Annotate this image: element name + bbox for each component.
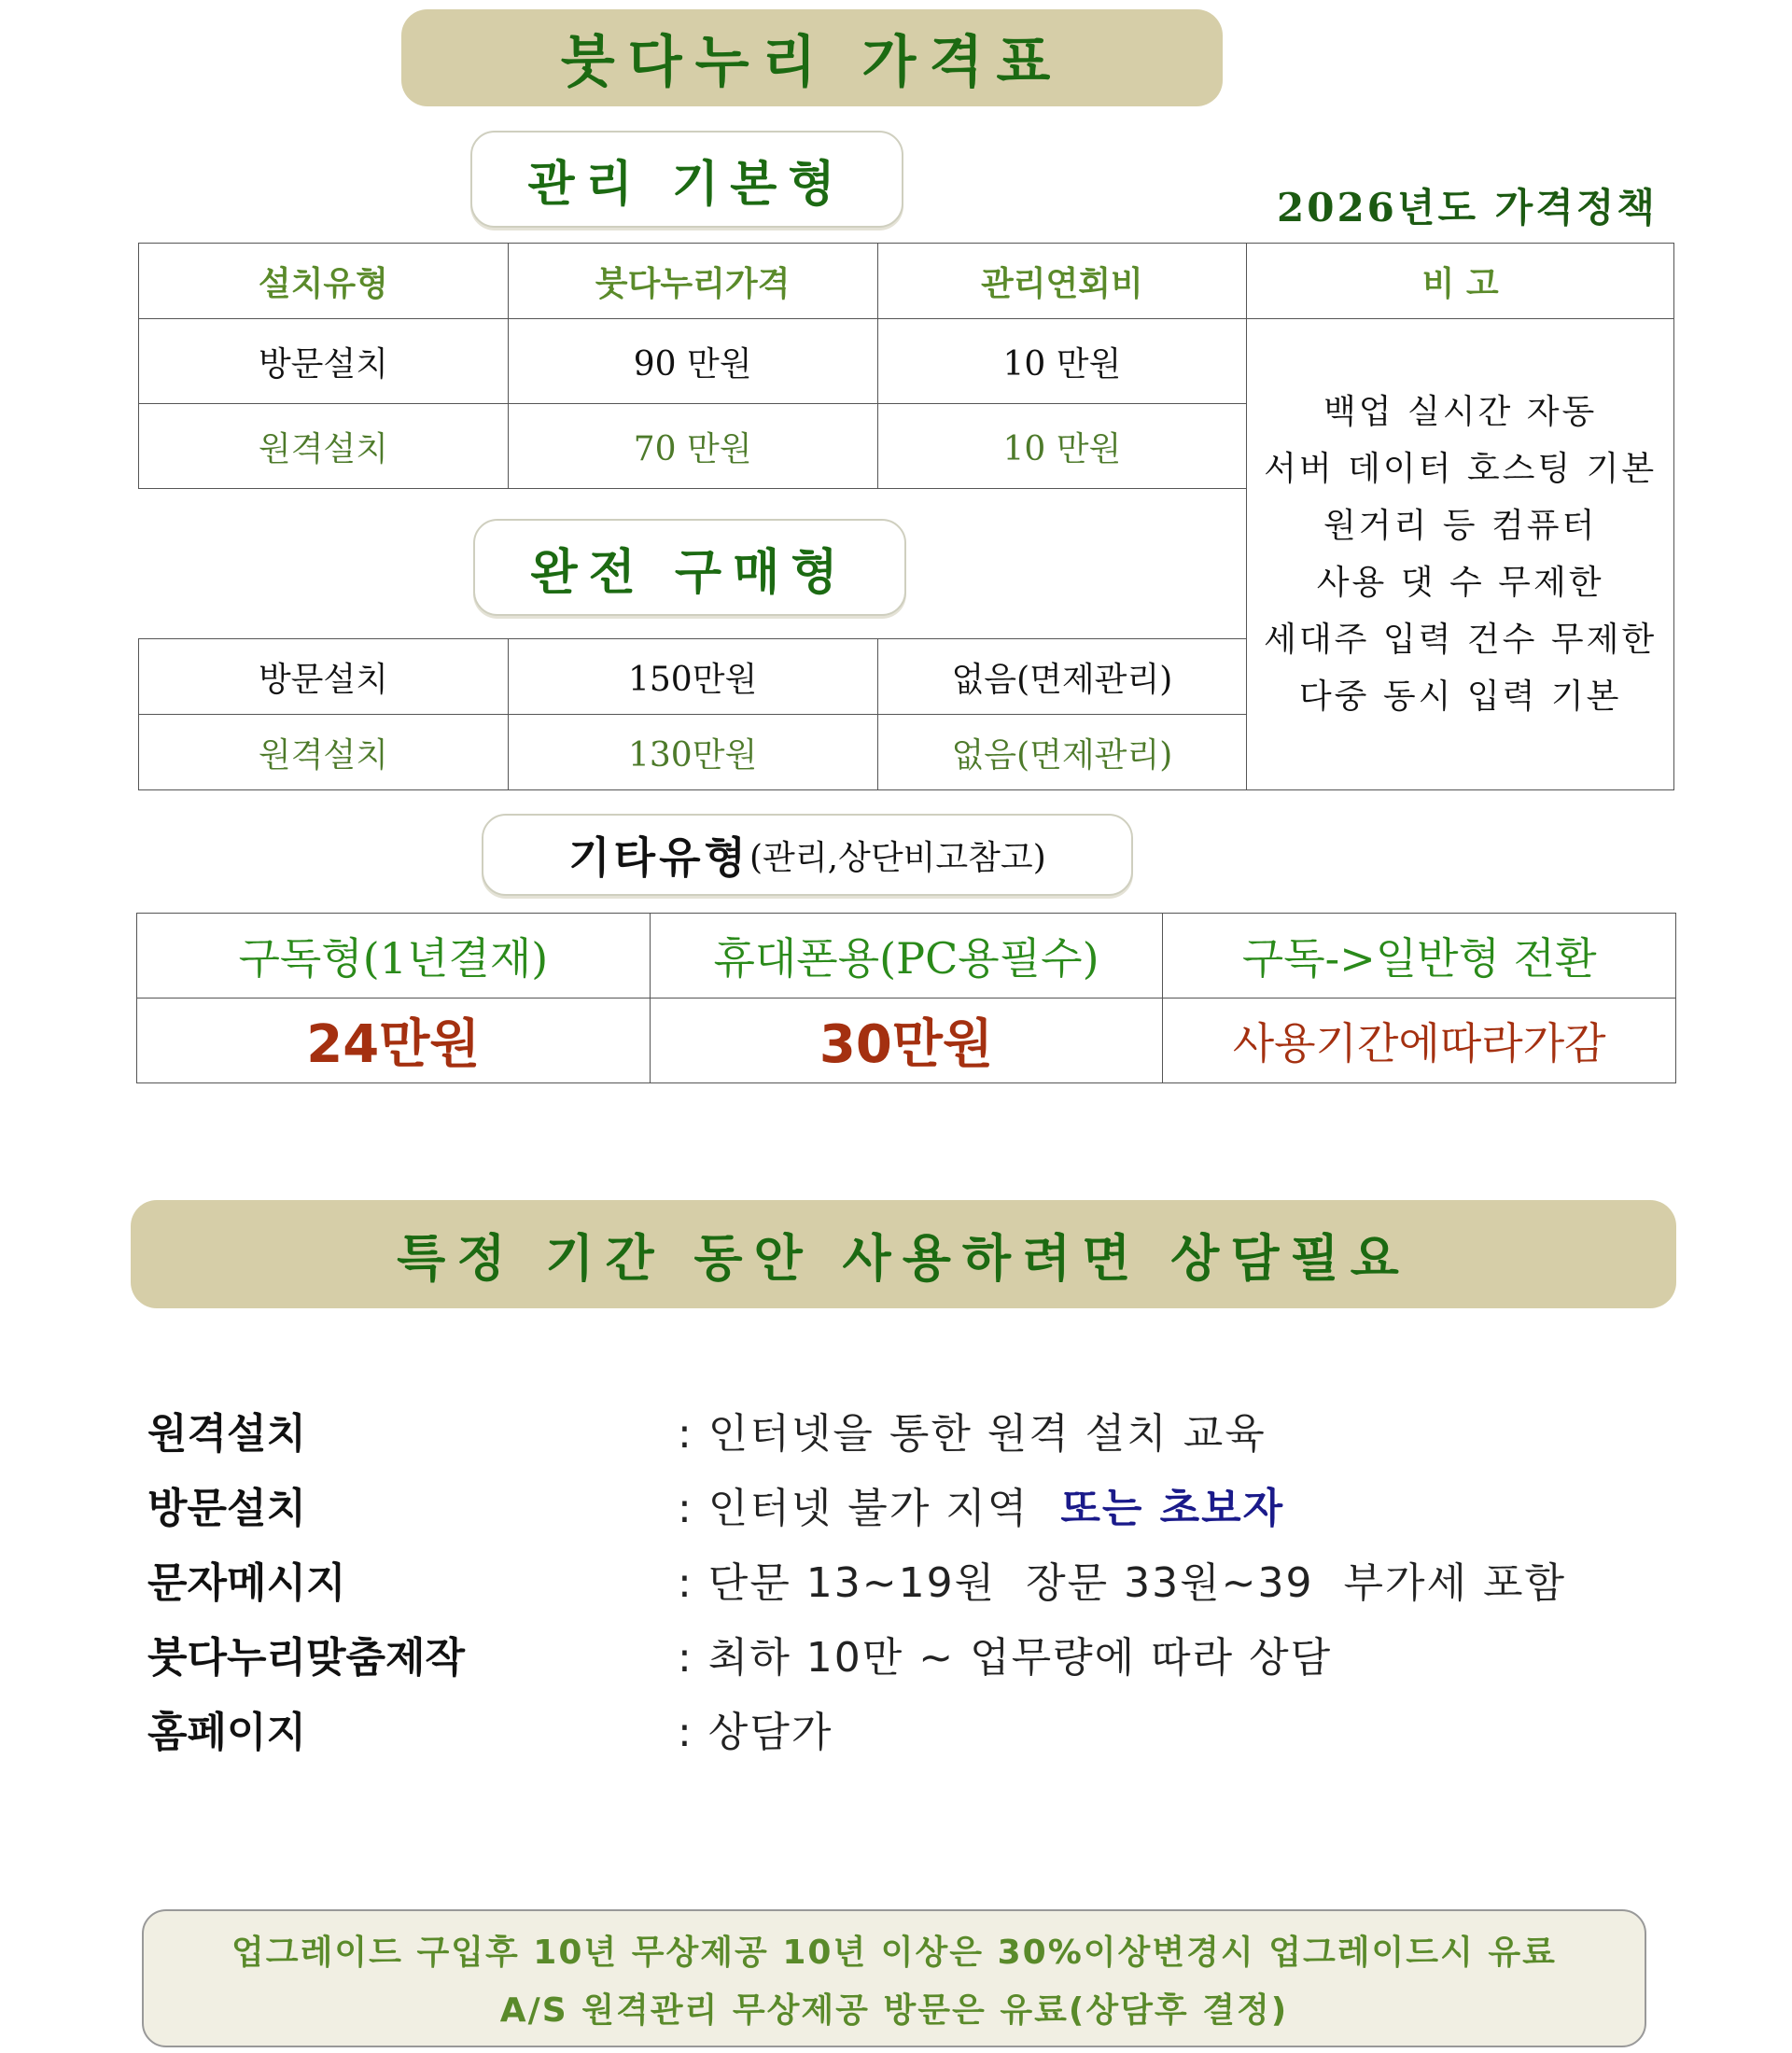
other-value-conversion: 사용기간에따라가감: [1163, 999, 1676, 1083]
table-row: [139, 319, 1674, 404]
row-price: 90 만원: [508, 319, 877, 404]
note-line: 세대주 입력 건수 무제한: [1264, 621, 1658, 659]
header-notes: 비 고: [1247, 244, 1674, 319]
row-fee: 10 만원: [877, 319, 1247, 404]
row-type: 방문설치: [139, 639, 509, 715]
row-type: 원격설치: [139, 404, 509, 489]
note-line: 원거리 등 컴퓨터: [1323, 507, 1598, 545]
header-install-type: 설치유형: [139, 244, 509, 319]
year-policy: 2026년도 가격정책: [1277, 185, 1658, 230]
title-banner: [401, 9, 1223, 106]
row-type: 원격설치: [139, 715, 509, 790]
row-fee: 10 만원: [877, 404, 1247, 489]
info-label: 문자메시지: [147, 1559, 346, 1607]
note-line: 서버 데이터 호스팅 기본: [1264, 450, 1658, 488]
row-price: 150만원: [508, 639, 877, 715]
info-highlight: 또는 초보자: [1060, 1485, 1285, 1532]
other-value-mobile: 30만원: [650, 999, 1163, 1083]
section-other-label: [482, 814, 1133, 896]
other-value-row: [137, 999, 1676, 1083]
other-header-conversion: 구독->일반형 전환: [1163, 914, 1676, 999]
info-value: : 인터넷 불가 지역 또는 초보자: [678, 1485, 1285, 1532]
note-line: 백업 실시간 자동: [1323, 393, 1598, 431]
row-price: 70 만원: [508, 404, 877, 489]
note-line: 사용 댓 수 무제한: [1316, 564, 1604, 602]
section-basic-text: 관리 기본형: [527, 155, 847, 213]
other-types-table: [136, 913, 1676, 1083]
info-value: : 단문 13~19원 장문 33원~39 부가세 포함: [678, 1559, 1566, 1607]
footer-line-2: A/S 원격관리 무상제공 방문은 유료(상담후 결정): [499, 1991, 1289, 2030]
info-value: : 상담가: [678, 1709, 833, 1756]
info-label: 붓다누리맞춤제작: [147, 1634, 466, 1682]
info-label: 원격설치: [147, 1410, 307, 1458]
row-type: 방문설치: [139, 319, 509, 404]
row-fee: 없음(면제관리): [877, 715, 1247, 790]
section-full-label: [473, 519, 906, 616]
info-value: : 최하 10만 ~ 업무량에 따라 상담: [678, 1634, 1333, 1682]
price-table: [138, 243, 1674, 790]
other-header-subscription: 구독형(1년결재): [137, 914, 651, 999]
info-label: 홈페이지: [147, 1709, 307, 1756]
row-price: 130만원: [508, 715, 877, 790]
info-value: : 인터넷을 통한 원격 설치 교육: [678, 1410, 1267, 1458]
footer-notice: [142, 1909, 1646, 2047]
notes-cell: [1247, 319, 1674, 790]
table-header-row: [139, 244, 1674, 319]
consult-banner: [131, 1200, 1676, 1308]
section-full-text: 완전 구매형: [530, 543, 849, 601]
page-title: 붓다누리 가격표: [560, 30, 1064, 95]
header-annual-fee: 관리연회비: [877, 244, 1247, 319]
section-other-subtext: (관리,상단비고참고): [749, 838, 1046, 877]
note-line: 다중 동시 입력 기본: [1298, 677, 1622, 716]
row-fee: 없음(면제관리): [877, 639, 1247, 715]
consult-banner-text: 특정 기간 동안 사용하려면 상담필요: [397, 1227, 1410, 1288]
section-basic-label: [470, 131, 903, 228]
footer-line-1: 업그레이드 구입후 10년 무상제공 10년 이상은 30%이상변경시 업그레이드시 유료: [231, 1934, 1557, 1972]
other-header-row: [137, 914, 1676, 999]
info-label: 방문설치: [147, 1485, 307, 1532]
other-value-subscription: 24만원: [137, 999, 651, 1083]
section-other-text: 기타유형: [568, 832, 749, 883]
other-header-mobile: 휴대폰용(PC용필수): [650, 914, 1163, 999]
header-price: 붓다누리가격: [508, 244, 877, 319]
